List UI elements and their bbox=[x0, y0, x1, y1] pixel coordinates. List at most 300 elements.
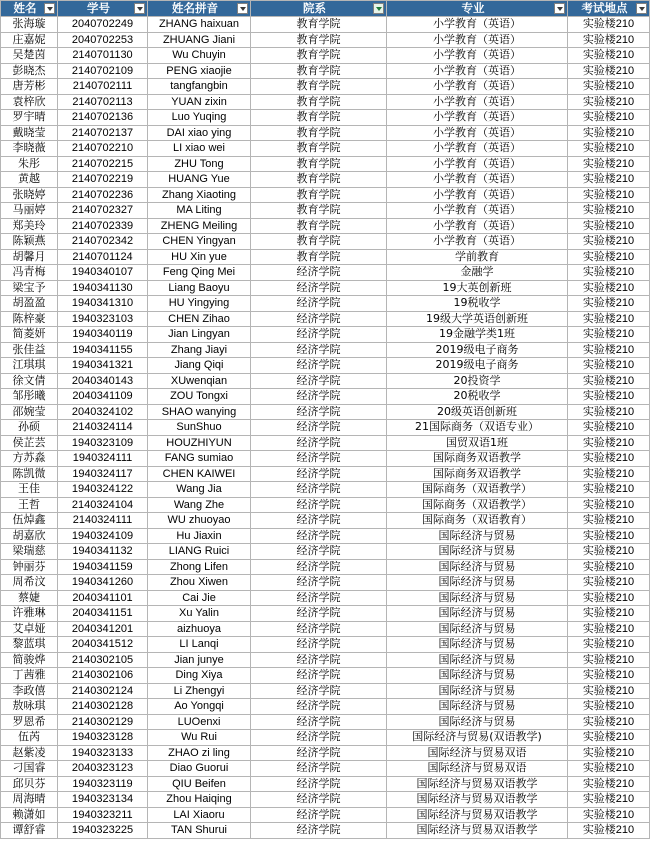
cell-department[interactable]: 经济学院 bbox=[251, 637, 387, 653]
cell-major[interactable]: 小学教育（英语） bbox=[387, 48, 568, 64]
cell-student-id[interactable]: 2140701124 bbox=[58, 249, 148, 265]
cell-student-id[interactable]: 2140702210 bbox=[58, 141, 148, 157]
cell-exam-location[interactable]: 实验楼210 bbox=[568, 807, 650, 823]
cell-department[interactable]: 经济学院 bbox=[251, 265, 387, 281]
table-row[interactable] bbox=[1, 699, 650, 715]
cell-name[interactable]: 唐芳彬 bbox=[1, 79, 58, 95]
cell-pinyin[interactable]: YUAN zixin bbox=[148, 94, 251, 110]
cell-exam-location[interactable]: 实验楼210 bbox=[568, 32, 650, 48]
cell-pinyin[interactable]: Wu Chuyin bbox=[148, 48, 251, 64]
cell-student-id[interactable]: 2140701130 bbox=[58, 48, 148, 64]
cell-major[interactable]: 国际经济与贸易双语 bbox=[387, 761, 568, 777]
cell-department[interactable]: 经济学院 bbox=[251, 621, 387, 637]
table-row[interactable] bbox=[1, 528, 650, 544]
table-row[interactable] bbox=[1, 823, 650, 839]
cell-pinyin[interactable]: LI xiao wei bbox=[148, 141, 251, 157]
cell-major[interactable]: 国际经济与贸易双语教学 bbox=[387, 807, 568, 823]
cell-student-id[interactable]: 2140302124 bbox=[58, 683, 148, 699]
cell-major[interactable]: 小学教育（英语） bbox=[387, 203, 568, 219]
cell-pinyin[interactable]: CHEN KAIWEI bbox=[148, 466, 251, 482]
cell-student-id[interactable]: 2040323123 bbox=[58, 761, 148, 777]
cell-name[interactable]: 敖咏琪 bbox=[1, 699, 58, 715]
cell-major[interactable]: 国际经济与贸易 bbox=[387, 606, 568, 622]
cell-department[interactable]: 教育学院 bbox=[251, 110, 387, 126]
cell-exam-location[interactable]: 实验楼210 bbox=[568, 761, 650, 777]
column-header-pinyin[interactable] bbox=[148, 1, 251, 17]
cell-student-id[interactable]: 1940341321 bbox=[58, 358, 148, 374]
cell-exam-location[interactable]: 实验楼210 bbox=[568, 203, 650, 219]
cell-department[interactable]: 经济学院 bbox=[251, 807, 387, 823]
cell-pinyin[interactable]: TAN Shurui bbox=[148, 823, 251, 839]
cell-pinyin[interactable]: HU Xin yue bbox=[148, 249, 251, 265]
cell-student-id[interactable]: 2140702236 bbox=[58, 187, 148, 203]
cell-department[interactable]: 经济学院 bbox=[251, 513, 387, 529]
cell-exam-location[interactable]: 实验楼210 bbox=[568, 575, 650, 591]
cell-student-id[interactable]: 2140702342 bbox=[58, 234, 148, 250]
cell-department[interactable]: 经济学院 bbox=[251, 590, 387, 606]
cell-department[interactable]: 经济学院 bbox=[251, 575, 387, 591]
cell-major[interactable]: 20投资学 bbox=[387, 373, 568, 389]
filter-dropdown-icon[interactable] bbox=[44, 3, 55, 14]
cell-department[interactable]: 经济学院 bbox=[251, 389, 387, 405]
column-header-student-id[interactable] bbox=[58, 1, 148, 17]
cell-name[interactable]: 伍芮 bbox=[1, 730, 58, 746]
cell-student-id[interactable]: 1940341159 bbox=[58, 559, 148, 575]
cell-student-id[interactable]: 2140324114 bbox=[58, 420, 148, 436]
cell-major[interactable]: 国际经济与贸易双语教学 bbox=[387, 776, 568, 792]
cell-department[interactable]: 教育学院 bbox=[251, 32, 387, 48]
cell-major[interactable]: 小学教育（英语） bbox=[387, 234, 568, 250]
cell-student-id[interactable]: 2040341512 bbox=[58, 637, 148, 653]
cell-name[interactable]: 袁梓欣 bbox=[1, 94, 58, 110]
cell-name[interactable]: 胡盈盈 bbox=[1, 296, 58, 312]
cell-major[interactable]: 小学教育（英语） bbox=[387, 63, 568, 79]
cell-pinyin[interactable]: ZHANG haixuan bbox=[148, 17, 251, 33]
cell-major[interactable]: 国际经济与贸易双语教学 bbox=[387, 823, 568, 839]
cell-department[interactable]: 经济学院 bbox=[251, 497, 387, 513]
cell-name[interactable]: 艾卓娅 bbox=[1, 621, 58, 637]
table-row[interactable] bbox=[1, 373, 650, 389]
table-row[interactable] bbox=[1, 792, 650, 808]
cell-major[interactable]: 小学教育（英语） bbox=[387, 156, 568, 172]
cell-department[interactable]: 经济学院 bbox=[251, 683, 387, 699]
cell-department[interactable]: 经济学院 bbox=[251, 296, 387, 312]
cell-major[interactable]: 国际经济与贸易双语 bbox=[387, 745, 568, 761]
cell-major[interactable]: 国际经济与贸易 bbox=[387, 544, 568, 560]
cell-major[interactable]: 国际经济与贸易 bbox=[387, 590, 568, 606]
cell-department[interactable]: 经济学院 bbox=[251, 792, 387, 808]
cell-department[interactable]: 教育学院 bbox=[251, 156, 387, 172]
cell-name[interactable]: 王佳 bbox=[1, 482, 58, 498]
cell-exam-location[interactable]: 实验楼210 bbox=[568, 17, 650, 33]
cell-exam-location[interactable]: 实验楼210 bbox=[568, 544, 650, 560]
cell-name[interactable]: 张海璇 bbox=[1, 17, 58, 33]
cell-department[interactable]: 经济学院 bbox=[251, 280, 387, 296]
cell-pinyin[interactable]: FANG sumiao bbox=[148, 451, 251, 467]
cell-major[interactable]: 小学教育（英语） bbox=[387, 187, 568, 203]
cell-pinyin[interactable]: SHAO wanying bbox=[148, 404, 251, 420]
cell-name[interactable]: 冯青梅 bbox=[1, 265, 58, 281]
cell-name[interactable]: 邱贝芬 bbox=[1, 776, 58, 792]
cell-major[interactable]: 国际经济与贸易 bbox=[387, 714, 568, 730]
cell-exam-location[interactable]: 实验楼210 bbox=[568, 699, 650, 715]
cell-name[interactable]: 邵婉莹 bbox=[1, 404, 58, 420]
cell-student-id[interactable]: 1940341260 bbox=[58, 575, 148, 591]
cell-exam-location[interactable]: 实验楼210 bbox=[568, 683, 650, 699]
cell-exam-location[interactable]: 实验楼210 bbox=[568, 187, 650, 203]
table-row[interactable] bbox=[1, 342, 650, 358]
cell-major[interactable]: 国际经济与贸易 bbox=[387, 683, 568, 699]
cell-pinyin[interactable]: DAI xiao ying bbox=[148, 125, 251, 141]
table-row[interactable] bbox=[1, 420, 650, 436]
cell-pinyin[interactable]: XUwenqian bbox=[148, 373, 251, 389]
cell-exam-location[interactable]: 实验楼210 bbox=[568, 234, 650, 250]
cell-exam-location[interactable]: 实验楼210 bbox=[568, 249, 650, 265]
cell-pinyin[interactable]: HOUZHIYUN bbox=[148, 435, 251, 451]
table-row[interactable] bbox=[1, 652, 650, 668]
table-row[interactable] bbox=[1, 590, 650, 606]
cell-pinyin[interactable]: SunShuo bbox=[148, 420, 251, 436]
cell-student-id[interactable]: 2040324102 bbox=[58, 404, 148, 420]
table-row[interactable] bbox=[1, 807, 650, 823]
cell-exam-location[interactable]: 实验楼210 bbox=[568, 482, 650, 498]
cell-exam-location[interactable]: 实验楼210 bbox=[568, 218, 650, 234]
cell-name[interactable]: 张晓婷 bbox=[1, 187, 58, 203]
cell-department[interactable]: 经济学院 bbox=[251, 714, 387, 730]
table-row[interactable] bbox=[1, 249, 650, 265]
cell-pinyin[interactable]: aizhuoya bbox=[148, 621, 251, 637]
cell-department[interactable]: 经济学院 bbox=[251, 652, 387, 668]
table-row[interactable] bbox=[1, 187, 650, 203]
cell-name[interactable]: 彭晓杰 bbox=[1, 63, 58, 79]
cell-pinyin[interactable]: ZHU Tong bbox=[148, 156, 251, 172]
cell-department[interactable]: 经济学院 bbox=[251, 358, 387, 374]
cell-name[interactable]: 许雅琳 bbox=[1, 606, 58, 622]
cell-name[interactable]: 黄越 bbox=[1, 172, 58, 188]
cell-exam-location[interactable]: 实验楼210 bbox=[568, 141, 650, 157]
cell-department[interactable]: 经济学院 bbox=[251, 420, 387, 436]
cell-major[interactable]: 金融学 bbox=[387, 265, 568, 281]
cell-exam-location[interactable]: 实验楼210 bbox=[568, 559, 650, 575]
cell-pinyin[interactable]: LUOenxi bbox=[148, 714, 251, 730]
cell-pinyin[interactable]: MA Liting bbox=[148, 203, 251, 219]
cell-exam-location[interactable]: 实验楼210 bbox=[568, 792, 650, 808]
cell-department[interactable]: 经济学院 bbox=[251, 311, 387, 327]
cell-major[interactable]: 国际经济与贸易 bbox=[387, 621, 568, 637]
cell-pinyin[interactable]: Wu Rui bbox=[148, 730, 251, 746]
cell-student-id[interactable]: 1940324122 bbox=[58, 482, 148, 498]
cell-major[interactable]: 国际商务（双语教学） bbox=[387, 497, 568, 513]
cell-pinyin[interactable]: Luo Yuqing bbox=[148, 110, 251, 126]
cell-department[interactable]: 经济学院 bbox=[251, 528, 387, 544]
cell-exam-location[interactable]: 实验楼210 bbox=[568, 420, 650, 436]
cell-major[interactable]: 20级英语创新班 bbox=[387, 404, 568, 420]
cell-major[interactable]: 20税收学 bbox=[387, 389, 568, 405]
cell-exam-location[interactable]: 实验楼210 bbox=[568, 606, 650, 622]
cell-exam-location[interactable]: 实验楼210 bbox=[568, 63, 650, 79]
cell-pinyin[interactable]: ZHENG Meiling bbox=[148, 218, 251, 234]
table-row[interactable] bbox=[1, 513, 650, 529]
table-row[interactable] bbox=[1, 234, 650, 250]
cell-department[interactable]: 经济学院 bbox=[251, 327, 387, 343]
cell-pinyin[interactable]: LAI Xiaoru bbox=[148, 807, 251, 823]
cell-student-id[interactable]: 1940324117 bbox=[58, 466, 148, 482]
cell-pinyin[interactable]: ZHAO zi ling bbox=[148, 745, 251, 761]
cell-exam-location[interactable]: 实验楼210 bbox=[568, 637, 650, 653]
cell-exam-location[interactable]: 实验楼210 bbox=[568, 776, 650, 792]
table-row[interactable] bbox=[1, 668, 650, 684]
cell-student-id[interactable]: 2140702339 bbox=[58, 218, 148, 234]
cell-exam-location[interactable]: 实验楼210 bbox=[568, 451, 650, 467]
cell-pinyin[interactable]: Xu Yalin bbox=[148, 606, 251, 622]
cell-name[interactable]: 徐文倩 bbox=[1, 373, 58, 389]
cell-major[interactable]: 小学教育（英语） bbox=[387, 17, 568, 33]
cell-department[interactable]: 教育学院 bbox=[251, 187, 387, 203]
cell-name[interactable]: 江琪琪 bbox=[1, 358, 58, 374]
cell-major[interactable]: 学前教育 bbox=[387, 249, 568, 265]
cell-exam-location[interactable]: 实验楼210 bbox=[568, 358, 650, 374]
table-row[interactable] bbox=[1, 730, 650, 746]
cell-name[interactable]: 张佳益 bbox=[1, 342, 58, 358]
cell-student-id[interactable]: 1940323134 bbox=[58, 792, 148, 808]
cell-pinyin[interactable]: HUANG Yue bbox=[148, 172, 251, 188]
cell-student-id[interactable]: 2140702219 bbox=[58, 172, 148, 188]
cell-major[interactable]: 国际经济与贸易 bbox=[387, 575, 568, 591]
cell-exam-location[interactable]: 实验楼210 bbox=[568, 497, 650, 513]
cell-major[interactable]: 国际经济与贸易双语教学 bbox=[387, 792, 568, 808]
cell-pinyin[interactable]: Hu Jiaxin bbox=[148, 528, 251, 544]
cell-student-id[interactable]: 1940324111 bbox=[58, 451, 148, 467]
cell-department[interactable]: 教育学院 bbox=[251, 218, 387, 234]
cell-exam-location[interactable]: 实验楼210 bbox=[568, 48, 650, 64]
column-header-department[interactable] bbox=[251, 1, 387, 17]
cell-exam-location[interactable]: 实验楼210 bbox=[568, 265, 650, 281]
cell-pinyin[interactable]: CHEN Yingyan bbox=[148, 234, 251, 250]
table-row[interactable] bbox=[1, 48, 650, 64]
cell-student-id[interactable]: 2040341109 bbox=[58, 389, 148, 405]
table-row[interactable] bbox=[1, 451, 650, 467]
table-row[interactable] bbox=[1, 637, 650, 653]
cell-name[interactable]: 邹彤曦 bbox=[1, 389, 58, 405]
cell-student-id[interactable]: 2140702109 bbox=[58, 63, 148, 79]
cell-name[interactable]: 伍焯鑫 bbox=[1, 513, 58, 529]
table-row[interactable] bbox=[1, 776, 650, 792]
cell-pinyin[interactable]: ZOU Tongxi bbox=[148, 389, 251, 405]
column-header-exam-location[interactable] bbox=[568, 1, 650, 17]
table-row[interactable] bbox=[1, 404, 650, 420]
table-row[interactable] bbox=[1, 497, 650, 513]
cell-major[interactable]: 国际经济与贸易(双语教学) bbox=[387, 730, 568, 746]
cell-department[interactable]: 教育学院 bbox=[251, 63, 387, 79]
cell-department[interactable]: 经济学院 bbox=[251, 435, 387, 451]
cell-pinyin[interactable]: Liang Baoyu bbox=[148, 280, 251, 296]
cell-department[interactable]: 经济学院 bbox=[251, 699, 387, 715]
table-row[interactable] bbox=[1, 110, 650, 126]
cell-name[interactable]: 钟丽芬 bbox=[1, 559, 58, 575]
cell-pinyin[interactable]: Wang Zhe bbox=[148, 497, 251, 513]
cell-exam-location[interactable]: 实验楼210 bbox=[568, 110, 650, 126]
cell-name[interactable]: 方苏淼 bbox=[1, 451, 58, 467]
cell-name[interactable]: 李晓薇 bbox=[1, 141, 58, 157]
cell-name[interactable]: 赖潇如 bbox=[1, 807, 58, 823]
cell-major[interactable]: 21国际商务（双语专业） bbox=[387, 420, 568, 436]
cell-student-id[interactable]: 2040340143 bbox=[58, 373, 148, 389]
table-row[interactable] bbox=[1, 559, 650, 575]
cell-student-id[interactable]: 1940340119 bbox=[58, 327, 148, 343]
cell-pinyin[interactable]: Jiang Qiqi bbox=[148, 358, 251, 374]
cell-major[interactable]: 小学教育（英语） bbox=[387, 125, 568, 141]
table-row[interactable] bbox=[1, 280, 650, 296]
cell-name[interactable]: 郑美玲 bbox=[1, 218, 58, 234]
cell-exam-location[interactable]: 实验楼210 bbox=[568, 156, 650, 172]
cell-exam-location[interactable]: 实验楼210 bbox=[568, 621, 650, 637]
cell-exam-location[interactable]: 实验楼210 bbox=[568, 94, 650, 110]
cell-pinyin[interactable]: LIANG Ruici bbox=[148, 544, 251, 560]
cell-name[interactable]: 孙硕 bbox=[1, 420, 58, 436]
filter-dropdown-icon[interactable] bbox=[134, 3, 145, 14]
table-row[interactable] bbox=[1, 125, 650, 141]
table-row[interactable] bbox=[1, 575, 650, 591]
filter-dropdown-icon[interactable] bbox=[237, 3, 248, 14]
cell-major[interactable]: 小学教育（英语） bbox=[387, 32, 568, 48]
cell-major[interactable]: 国贸双语1班 bbox=[387, 435, 568, 451]
cell-name[interactable]: 胡嘉欣 bbox=[1, 528, 58, 544]
table-row[interactable] bbox=[1, 94, 650, 110]
cell-department[interactable]: 经济学院 bbox=[251, 544, 387, 560]
cell-exam-location[interactable]: 实验楼210 bbox=[568, 373, 650, 389]
cell-major[interactable]: 小学教育（英语） bbox=[387, 94, 568, 110]
cell-student-id[interactable]: 2040702249 bbox=[58, 17, 148, 33]
cell-pinyin[interactable]: Jian Lingyan bbox=[148, 327, 251, 343]
cell-department[interactable]: 经济学院 bbox=[251, 776, 387, 792]
table-row[interactable] bbox=[1, 714, 650, 730]
cell-name[interactable]: 侯芷芸 bbox=[1, 435, 58, 451]
cell-student-id[interactable]: 2140324111 bbox=[58, 513, 148, 529]
cell-name[interactable]: 马丽婷 bbox=[1, 203, 58, 219]
table-row[interactable] bbox=[1, 17, 650, 33]
cell-department[interactable]: 经济学院 bbox=[251, 466, 387, 482]
cell-department[interactable]: 经济学院 bbox=[251, 404, 387, 420]
cell-pinyin[interactable]: Zhong Lifen bbox=[148, 559, 251, 575]
cell-student-id[interactable]: 1940340107 bbox=[58, 265, 148, 281]
cell-major[interactable]: 小学教育（英语） bbox=[387, 141, 568, 157]
cell-major[interactable]: 国际经济与贸易 bbox=[387, 699, 568, 715]
cell-name[interactable]: 周希汶 bbox=[1, 575, 58, 591]
cell-pinyin[interactable]: Zhang Xiaoting bbox=[148, 187, 251, 203]
table-row[interactable] bbox=[1, 141, 650, 157]
cell-pinyin[interactable]: Jian junye bbox=[148, 652, 251, 668]
cell-exam-location[interactable]: 实验楼210 bbox=[568, 280, 650, 296]
table-row[interactable] bbox=[1, 218, 650, 234]
table-row[interactable] bbox=[1, 621, 650, 637]
cell-student-id[interactable]: 2140702327 bbox=[58, 203, 148, 219]
cell-student-id[interactable]: 1940324109 bbox=[58, 528, 148, 544]
cell-name[interactable]: 梁瑞慈 bbox=[1, 544, 58, 560]
cell-pinyin[interactable]: Wang Jia bbox=[148, 482, 251, 498]
filter-active-icon[interactable] bbox=[373, 3, 384, 14]
table-row[interactable] bbox=[1, 466, 650, 482]
cell-major[interactable]: 国际经济与贸易 bbox=[387, 528, 568, 544]
cell-exam-location[interactable]: 实验楼210 bbox=[568, 435, 650, 451]
cell-student-id[interactable]: 2040341151 bbox=[58, 606, 148, 622]
cell-exam-location[interactable]: 实验楼210 bbox=[568, 404, 650, 420]
cell-department[interactable]: 教育学院 bbox=[251, 249, 387, 265]
cell-department[interactable]: 经济学院 bbox=[251, 451, 387, 467]
table-row[interactable] bbox=[1, 296, 650, 312]
cell-name[interactable]: 庄嘉妮 bbox=[1, 32, 58, 48]
cell-exam-location[interactable]: 实验楼210 bbox=[568, 125, 650, 141]
table-row[interactable] bbox=[1, 606, 650, 622]
cell-department[interactable]: 经济学院 bbox=[251, 730, 387, 746]
cell-student-id[interactable]: 2140302129 bbox=[58, 714, 148, 730]
cell-department[interactable]: 经济学院 bbox=[251, 606, 387, 622]
cell-student-id[interactable]: 1940323211 bbox=[58, 807, 148, 823]
cell-student-id[interactable]: 1940341132 bbox=[58, 544, 148, 560]
cell-major[interactable]: 国际商务（双语教学） bbox=[387, 482, 568, 498]
table-row[interactable] bbox=[1, 761, 650, 777]
cell-student-id[interactable]: 2140302128 bbox=[58, 699, 148, 715]
table-row[interactable] bbox=[1, 311, 650, 327]
cell-department[interactable]: 教育学院 bbox=[251, 94, 387, 110]
cell-exam-location[interactable]: 实验楼210 bbox=[568, 668, 650, 684]
cell-student-id[interactable]: 2140702137 bbox=[58, 125, 148, 141]
cell-major[interactable]: 国际商务双语教学 bbox=[387, 466, 568, 482]
cell-exam-location[interactable]: 实验楼210 bbox=[568, 714, 650, 730]
cell-student-id[interactable]: 1940341155 bbox=[58, 342, 148, 358]
cell-pinyin[interactable]: Li Zhengyi bbox=[148, 683, 251, 699]
cell-exam-location[interactable]: 实验楼210 bbox=[568, 528, 650, 544]
cell-major[interactable]: 国际商务（双语教育） bbox=[387, 513, 568, 529]
cell-department[interactable]: 教育学院 bbox=[251, 125, 387, 141]
cell-pinyin[interactable]: Diao Guorui bbox=[148, 761, 251, 777]
cell-student-id[interactable]: 1940323109 bbox=[58, 435, 148, 451]
cell-name[interactable]: 周海晴 bbox=[1, 792, 58, 808]
cell-major[interactable]: 国际商务双语教学 bbox=[387, 451, 568, 467]
cell-name[interactable]: 朱彤 bbox=[1, 156, 58, 172]
cell-name[interactable]: 陈梓豪 bbox=[1, 311, 58, 327]
table-row[interactable] bbox=[1, 265, 650, 281]
cell-department[interactable]: 经济学院 bbox=[251, 668, 387, 684]
cell-major[interactable]: 19金融学类1班 bbox=[387, 327, 568, 343]
cell-exam-location[interactable]: 实验楼210 bbox=[568, 296, 650, 312]
cell-student-id[interactable]: 1940323103 bbox=[58, 311, 148, 327]
table-row[interactable] bbox=[1, 203, 650, 219]
cell-department[interactable]: 经济学院 bbox=[251, 559, 387, 575]
cell-student-id[interactable]: 2140702215 bbox=[58, 156, 148, 172]
cell-department[interactable]: 教育学院 bbox=[251, 141, 387, 157]
cell-name[interactable]: 简菱妍 bbox=[1, 327, 58, 343]
cell-department[interactable]: 教育学院 bbox=[251, 172, 387, 188]
cell-exam-location[interactable]: 实验楼210 bbox=[568, 466, 650, 482]
table-row[interactable] bbox=[1, 63, 650, 79]
cell-major[interactable]: 小学教育（英语） bbox=[387, 172, 568, 188]
cell-student-id[interactable]: 1940341310 bbox=[58, 296, 148, 312]
table-row[interactable] bbox=[1, 683, 650, 699]
cell-name[interactable]: 陈凯微 bbox=[1, 466, 58, 482]
cell-name[interactable]: 吴楚茵 bbox=[1, 48, 58, 64]
cell-pinyin[interactable]: HU Yingying bbox=[148, 296, 251, 312]
cell-pinyin[interactable]: ZHUANG Jiani bbox=[148, 32, 251, 48]
table-row[interactable] bbox=[1, 482, 650, 498]
cell-major[interactable]: 19税收学 bbox=[387, 296, 568, 312]
cell-name[interactable]: 陈颖燕 bbox=[1, 234, 58, 250]
cell-major[interactable]: 小学教育（英语） bbox=[387, 110, 568, 126]
cell-student-id[interactable]: 2140702111 bbox=[58, 79, 148, 95]
cell-name[interactable]: 刁国睿 bbox=[1, 761, 58, 777]
table-row[interactable] bbox=[1, 544, 650, 560]
filter-dropdown-icon[interactable] bbox=[554, 3, 565, 14]
cell-department[interactable]: 教育学院 bbox=[251, 17, 387, 33]
